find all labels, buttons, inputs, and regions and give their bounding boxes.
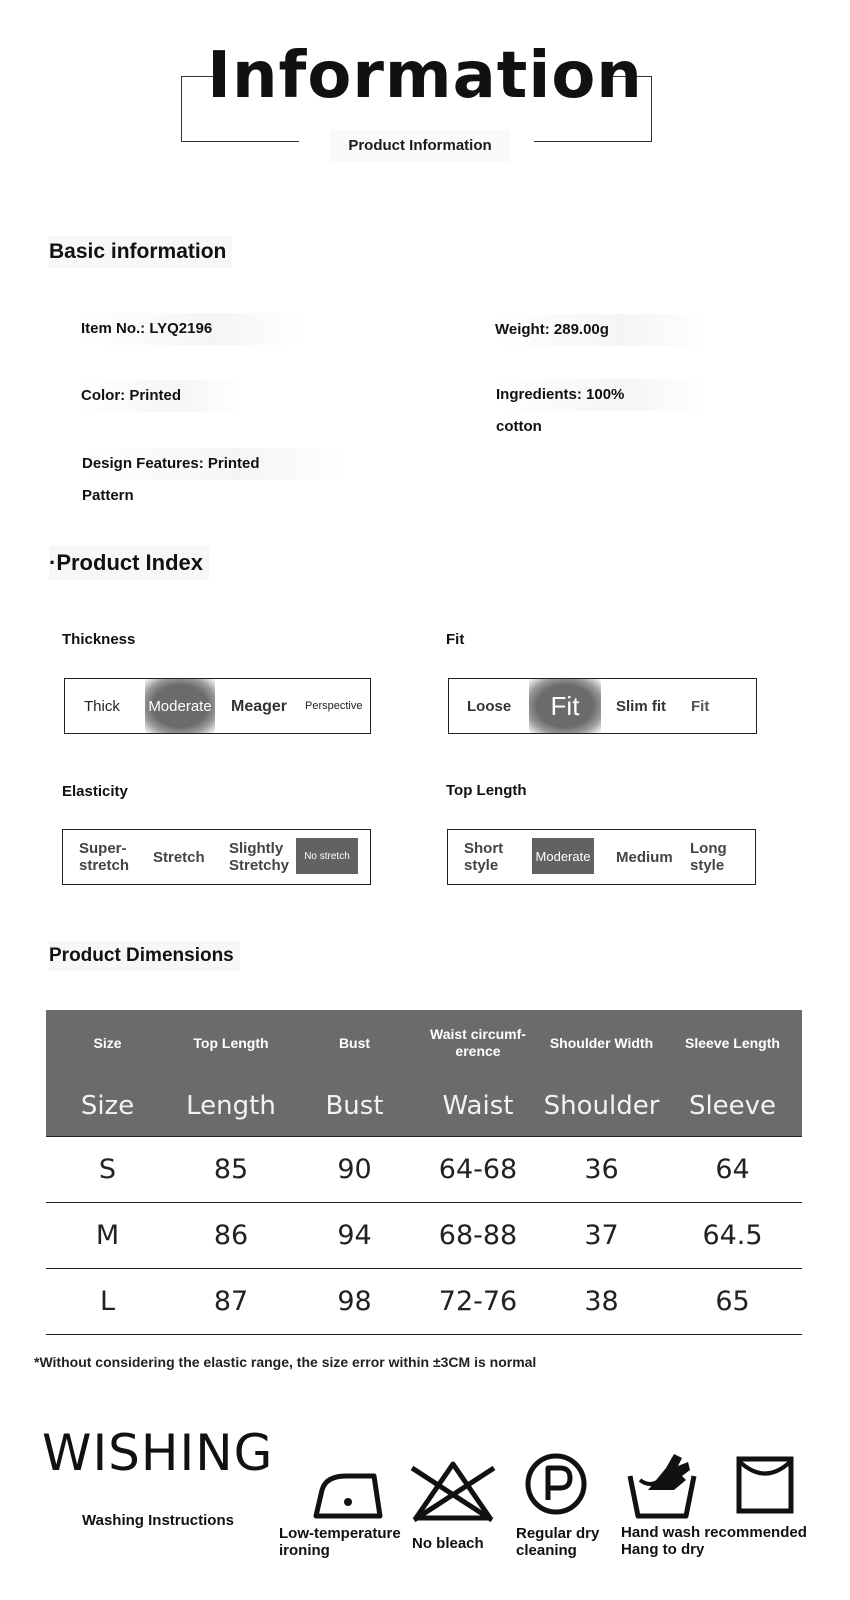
fit-scale xyxy=(448,678,757,734)
top-length-option-short: Short style xyxy=(464,840,504,874)
cell-size: M xyxy=(46,1202,169,1268)
size-note: *Without considering the elastic range, the size error within ±3CM is normal xyxy=(34,1354,537,1370)
header-sleeve: Sleeve Length xyxy=(663,1010,802,1076)
washing-title: WISHING xyxy=(42,1424,274,1482)
hand-wash-label: Hand wash recommended Hang to dry xyxy=(621,1524,807,1558)
elasticity-scale xyxy=(62,829,371,885)
header-en-size: Size xyxy=(46,1076,169,1136)
weight: Weight: 289.00g xyxy=(495,314,707,346)
elasticity-option-no-stretch: No stretch xyxy=(296,838,358,874)
basic-info-title: Basic information xyxy=(49,236,232,268)
thickness-option-moderate: Moderate xyxy=(148,697,212,715)
cell-sleeve: 64.5 xyxy=(663,1202,802,1268)
header xyxy=(0,0,850,180)
cell-top-length: 87 xyxy=(169,1268,293,1334)
cell-sleeve: 64 xyxy=(663,1136,802,1202)
cell-shoulder: 36 xyxy=(540,1136,663,1202)
no-bleach-icon xyxy=(410,1458,496,1524)
thickness-option-meager: Meager xyxy=(231,697,288,715)
fit-option-fit: Fit xyxy=(550,690,580,721)
title-frame-bottom-left xyxy=(181,141,299,142)
dry-clean-label: Regular dry cleaning xyxy=(516,1525,600,1559)
cell-waist: 72-76 xyxy=(416,1268,540,1334)
page-subtitle: Product Information xyxy=(330,130,510,162)
thickness-option-thick: Thick xyxy=(84,697,120,715)
cell-shoulder: 37 xyxy=(540,1202,663,1268)
thickness-option-perspective: Perspective xyxy=(305,699,363,712)
cell-shoulder: 38 xyxy=(540,1268,663,1334)
elasticity-option-stretch: Stretch xyxy=(153,848,205,866)
elasticity-option-super-stretch: Super- stretch xyxy=(79,840,130,874)
top-length-option-medium: Medium xyxy=(616,848,673,866)
header-bust: Bust xyxy=(293,1010,416,1076)
cell-bust: 94 xyxy=(293,1202,416,1268)
iron-icon xyxy=(312,1466,388,1520)
cell-size: S xyxy=(46,1136,169,1202)
hang-dry-icon xyxy=(736,1456,794,1514)
header-en-sleeve: Sleeve xyxy=(663,1076,802,1136)
cell-waist: 68-88 xyxy=(416,1202,540,1268)
header-en-length: Length xyxy=(169,1076,293,1136)
page-title: Information xyxy=(207,39,643,113)
fit-option-loose: Loose xyxy=(467,697,512,715)
item-number: Item No.: LYQ2196 xyxy=(81,313,303,345)
hand-wash-icon xyxy=(626,1450,698,1520)
cell-sleeve: 65 xyxy=(663,1268,802,1334)
top-length-option-long: Long style xyxy=(690,840,727,874)
washing-subtitle: Washing Instructions xyxy=(82,1512,234,1529)
fit-label: Fit xyxy=(446,631,465,648)
header-waist: Waist circumf- erence xyxy=(416,1010,540,1076)
thickness-label: Thickness xyxy=(62,631,136,648)
header-en-bust: Bust xyxy=(293,1076,416,1136)
fit-option-slim-fit: Slim fit xyxy=(616,697,667,715)
cell-size: L xyxy=(46,1268,169,1334)
title-frame-bottom-right xyxy=(534,141,652,142)
elasticity-option-slightly-stretchy: Slightly Stretchy xyxy=(229,840,290,874)
elasticity-label: Elasticity xyxy=(62,783,128,800)
table-row xyxy=(46,1268,802,1334)
cell-bust: 90 xyxy=(293,1136,416,1202)
header-shoulder: Shoulder Width xyxy=(540,1010,663,1076)
table-header-row xyxy=(46,1010,802,1076)
size-table xyxy=(46,1010,802,1335)
ingredients: Ingredients: 100% cotton xyxy=(496,379,708,411)
product-index-title: ·Product Index xyxy=(49,546,209,580)
color: Color: Printed xyxy=(81,380,243,412)
design-features: Design Features: Printed Pattern xyxy=(82,448,342,480)
top-length-option-moderate: Moderate xyxy=(532,838,594,874)
cell-top-length: 85 xyxy=(169,1136,293,1202)
product-dimensions-title: Product Dimensions xyxy=(49,941,240,971)
header-size: Size xyxy=(46,1010,169,1076)
top-length-label: Top Length xyxy=(446,782,527,799)
header-en-waist: Waist xyxy=(416,1076,540,1136)
cell-bust: 98 xyxy=(293,1268,416,1334)
cell-top-length: 86 xyxy=(169,1202,293,1268)
table-row xyxy=(46,1202,802,1268)
thickness-scale xyxy=(64,678,371,734)
header-top-length: Top Length xyxy=(169,1010,293,1076)
no-bleach-label: No bleach xyxy=(412,1535,484,1552)
header-en-shoulder: Shoulder xyxy=(540,1076,663,1136)
dry-clean-p-icon xyxy=(524,1452,588,1516)
cell-waist: 64-68 xyxy=(416,1136,540,1202)
iron-label: Low-temperature ironing xyxy=(279,1525,401,1559)
table-header-row-en xyxy=(46,1076,802,1136)
top-length-scale xyxy=(447,829,756,885)
table-row xyxy=(46,1136,802,1202)
fit-option-fit-2: Fit xyxy=(691,697,710,715)
